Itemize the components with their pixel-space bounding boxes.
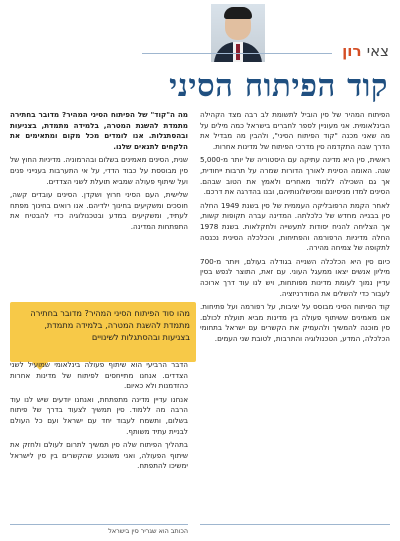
- author-name: [336, 42, 392, 60]
- paragraph: מה ה"קוד" של הפיתוח הסיני המהיר? מדובר בחתירה מתמדת להשגת המטרה, בלמידה מתמדת, בצניעות ובהסתגלות. אנו לומדים מכל מקום ומתאימים את הלקחים לתנאים שלנו.: [10, 110, 188, 151]
- article-right-column: [200, 110, 390, 520]
- article-left-column-top: [10, 110, 188, 310]
- author-first-name: צאי: [366, 42, 389, 60]
- author-last-name: רון: [342, 42, 362, 60]
- byline-rule: [142, 53, 332, 54]
- paragraph: אנחנו עדיין מדינה מתפתחת, ואנחנו יודעים שיש לנו עוד הרבה מה ללמוד. סין תמשיך לצעוד בדרך של פיתוח בשלום, ותשמח לעבוד יחד עם ישראל ועם כל העולם לבניית עתיד משותף.: [10, 394, 188, 436]
- paragraph: כיום סין היא הכלכלה השנייה בגודלה בעולם, ויותר מ-700 מיליון אנשים יצאו ממעגל העוני. עם זאת, התוצר לנפש בסין עדיין נמוך לעומת מדינות מפותחות, ויש לנו עוד דרך ארוכה לעבור כדי להשלים את המודרניזציה.: [200, 256, 390, 298]
- article-left-column-bottom: [10, 360, 188, 520]
- paragraph: בתהליך הפיתוח שלה סין תמשיך לתרום לעולם ולחזק את שיתוף הפעולה, ואני משוכנע שהקשרים בין סין לישראל ימשיכו להתפתח.: [10, 440, 188, 471]
- article-title: קוד הפיתוח הסיני: [169, 68, 388, 104]
- paragraph: שנית, הסינים מאמינים בשלום ובהרמוניה. מדיניות החוץ של סין מבוססת על כבוד הדדי, על אי התערבות בענייני פנים ועל שיתוף פעולה שמביא תועלת לשני הצדדים.: [10, 155, 188, 186]
- author-note: הכותב הוא שגריר סין בישראל: [10, 524, 188, 535]
- paragraph: שלישית, העם הסיני חרוץ ושקדן. הסינים עובדים קשה, חוסכים ומשקיעים בחינוך ילדיהם. אנו רואים בחינוך מפתח לעתיד, ומשקיעים במדע ובטכנולוגיה כדי להבטיח את התפתחות המדינה.: [10, 190, 188, 231]
- paragraph: הפיתוח המהיר של סין הוביל לתשומת לב רבה מצד הקהילה הבינלאומית. אני מעוניין לספר לחברים בישראל כמה מילים על מה שאני מכנה "קוד הפיתוח הסיני", ולהבין מה מבדיל את הדרך שבה התקדמה סין מדרכי הפיתוח של מדינות אחרות.: [200, 110, 390, 151]
- pull-quote: מהו סוד הפיתוח הסיני המהיר? מדובר בחתירה מתמדת להשגת המטרה, בלמידה מתמדת, בצניעות ובהסתגלות לשינויים: [10, 302, 196, 362]
- paragraph: הדבר הרביעי הוא שיתוף פעולה בינלאומי שמועיל לשני הצדדים. אנחנו מתייחסים לפיתוח של מדינות אחרות כהזדמנות ולא כאיום.: [10, 360, 188, 391]
- byline: [142, 40, 392, 66]
- paragraph: לאחר הקמת הרפובליקה העממית של סין בשנת 1949 החלה סין בבנייה מחדש של כלכלתה. המדינה עברה תקופות קשות, אך הצליחה להניח יסודות לתעשייה ולחקלאות. בשנת 1978 החלה מדיניות הרפורמה והפתיחות, והכלכלה הסינית נכנסה לתקופה של צמיחה מהירה.: [200, 200, 390, 253]
- paragraph: ראשית, סין היא מדינה עתיקה עם היסטוריה של יותר מ-5,000 שנה. האומה הסינית לאורך הדורות שמרה על תרבות ייחודית, אך גם השכילה ללמוד מאחרים ולאמץ את הטוב שבהם. הסינים למדו מניסיונם ומכישלונותיהם, ובנו בהדרגה את דרכם.: [200, 155, 390, 197]
- footer-rule: [200, 524, 390, 525]
- paragraph: קוד הפיתוח הסיני מבוסס על יציבות, על רפורמה ועל פתיחות. אנו מאמינים ששיתוף פעולה בין מדינות מביא תועלת לכולם. סין מוכנה להמשיך ולהעמיק את הקשרים עם ישראל בתחומי הכלכלה, המדע, הטכנולוגיה והתרבות, לטובת שני העמים.: [200, 302, 390, 343]
